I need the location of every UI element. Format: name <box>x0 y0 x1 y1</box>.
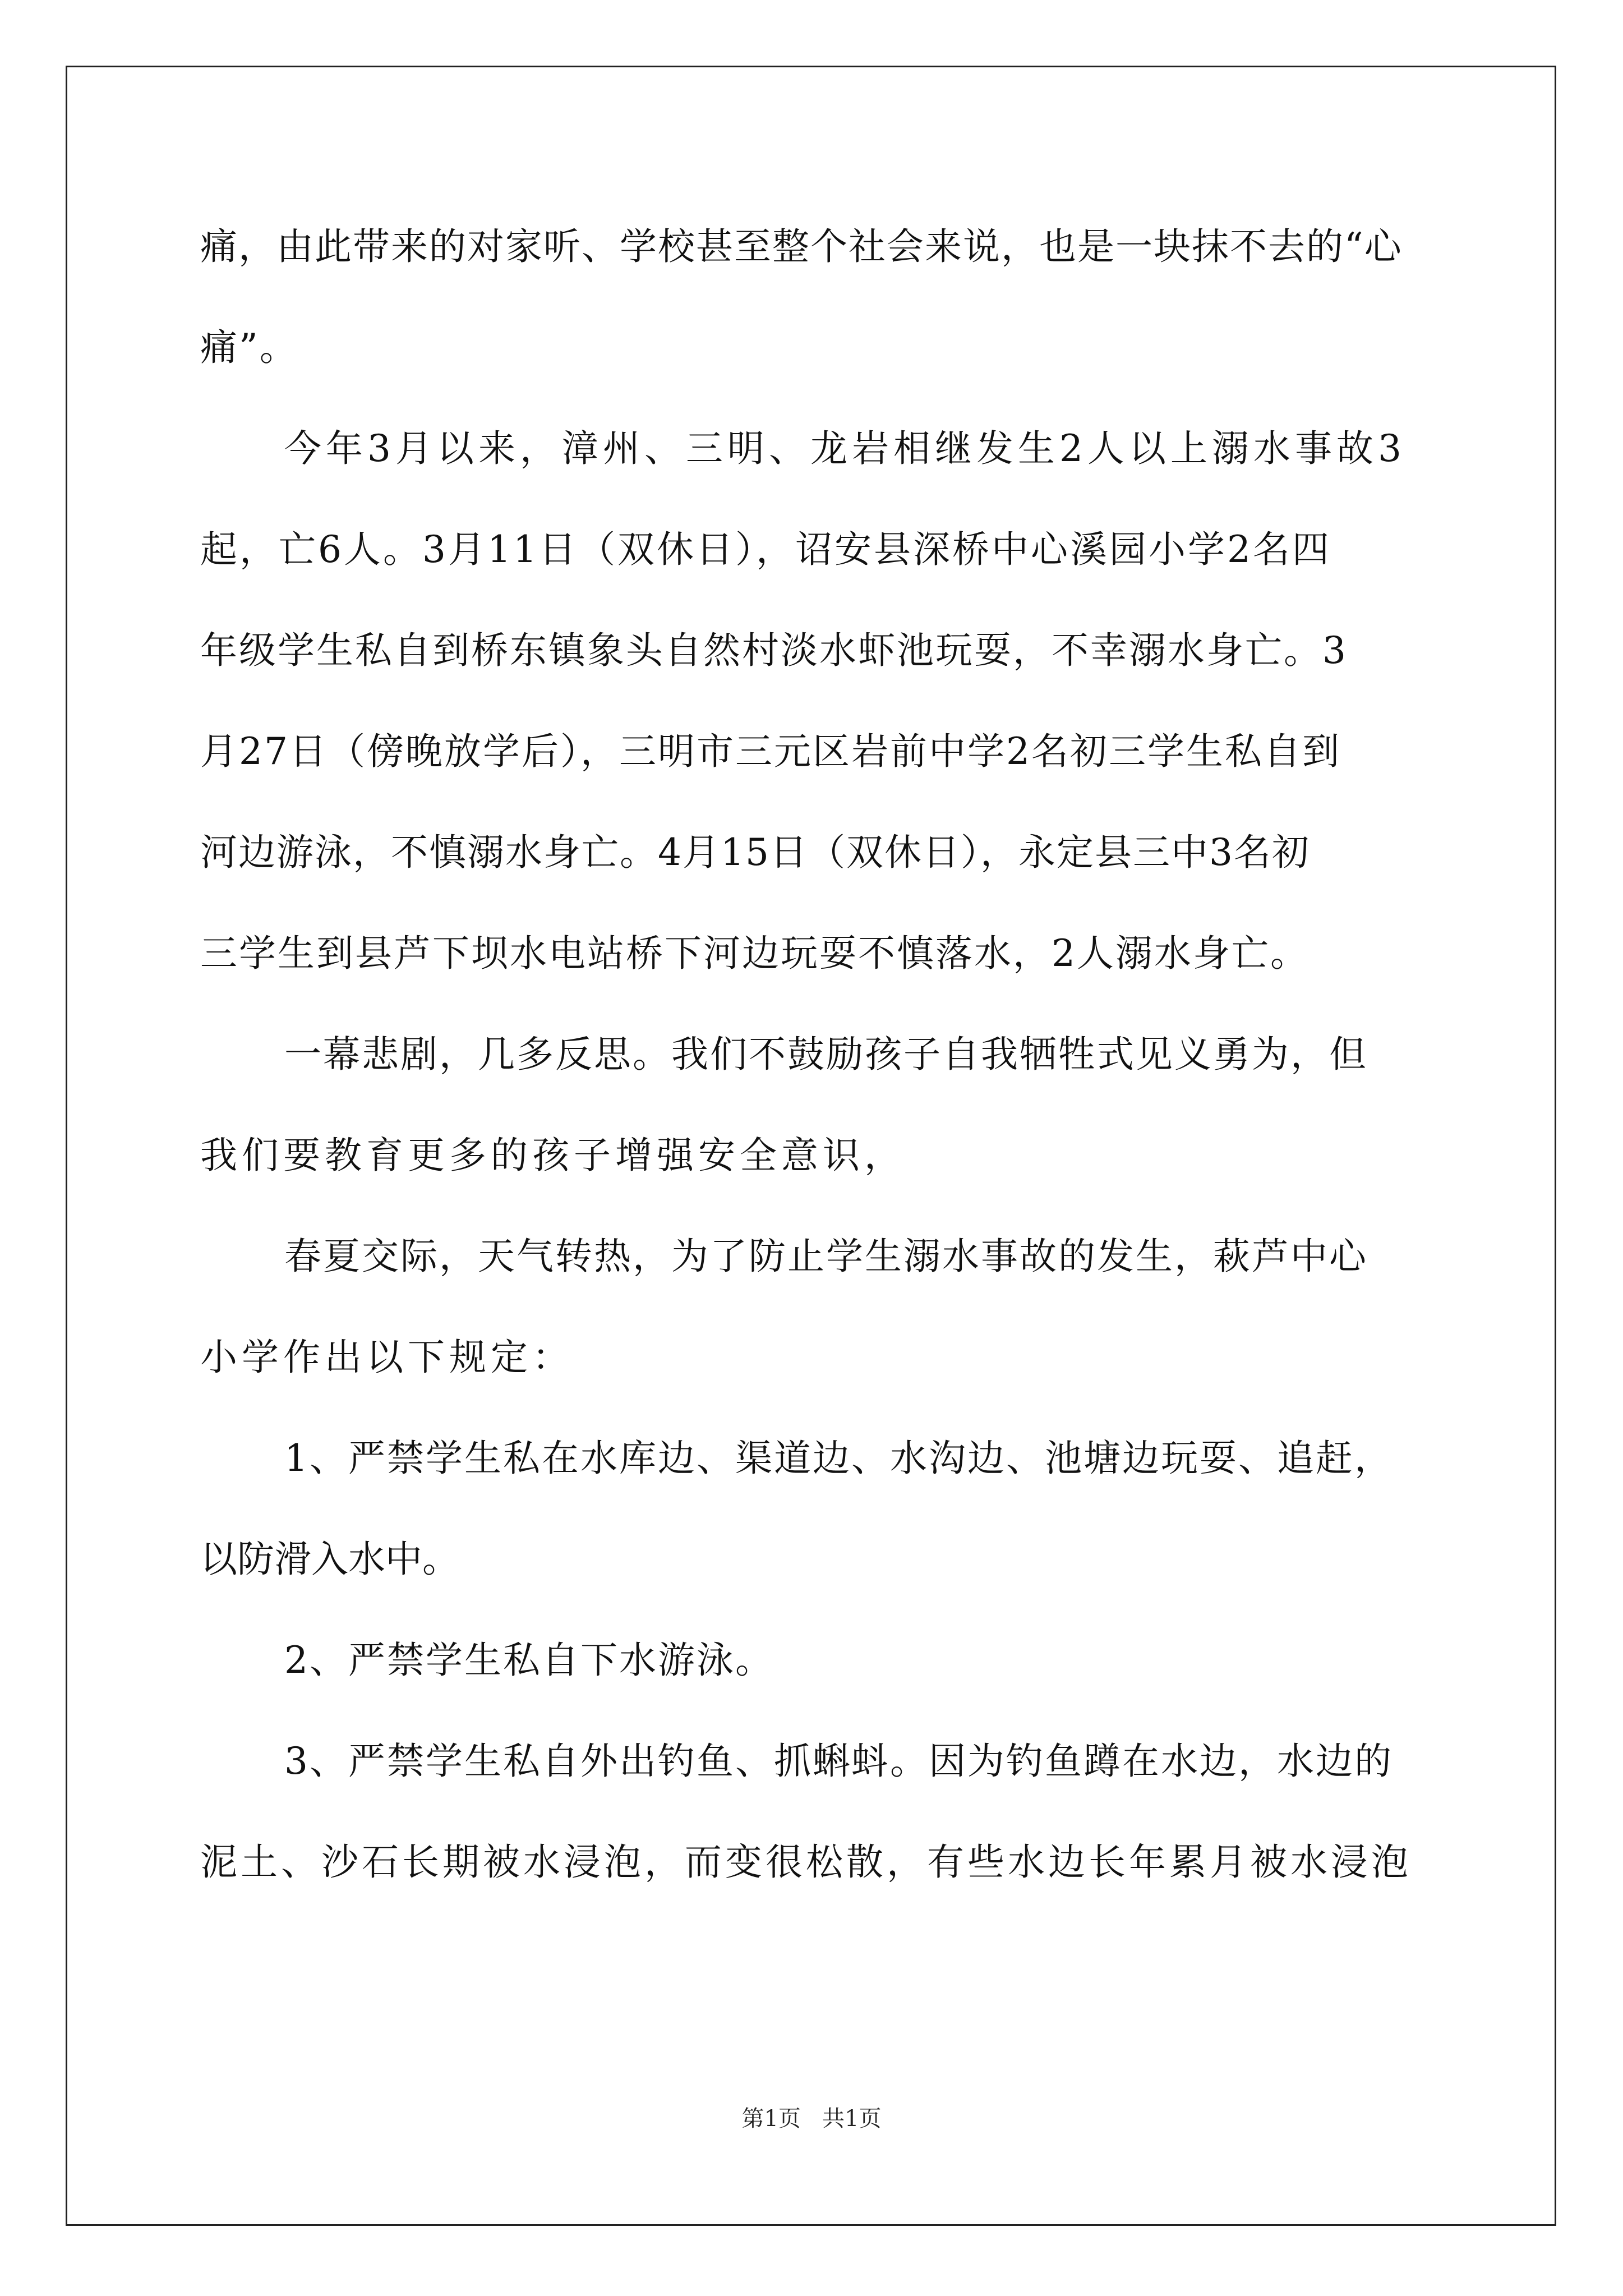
text-line: 年级学生私自到桥东镇象头自然村淡水虾池玩耍，不幸溺水身亡。3 <box>200 629 1348 672</box>
text-line: 我们要教育更多的孩子增强安全意识， <box>200 1134 906 1177</box>
text-line: 痛，由此带来的对家听、学校甚至整个社会来说，也是一块抹不去的“心 <box>200 225 1403 268</box>
document-body <box>200 216 1434 1932</box>
text-line: 以防滑入水中。 <box>200 1538 459 1581</box>
text-line: 小学作出以下规定： <box>200 1336 574 1379</box>
paragraph-start-line: 今年3月以来，漳州、三明、龙岩相继发生2人以上溺水事故3 <box>284 427 1406 470</box>
text-line: 起，亡6人。3月11日（双休日），诏安县深桥中心溪园小学2名四 <box>200 528 1331 571</box>
text-line: 月27日（傍晚放学后），三明市三元区岩前中学2名初三学生私自到 <box>200 730 1341 773</box>
paragraph-start-line: 春夏交际，天气转热，为了防止学生溺水事故的发生，萩芦中心 <box>284 1235 1368 1278</box>
page-footer: 第1页 共1页 <box>741 2106 882 2132</box>
text-line: 河边游泳，不慎溺水身亡。4月15日（双休日），永定县三中3名初 <box>200 831 1310 874</box>
list-item-line: 1、严禁学生私在水库边、渠道边、水沟边、池塘边玩耍、追赶， <box>284 1437 1393 1480</box>
text-line: 三学生到县芦下坝水电站桥下河边玩耍不慎落水，2人溺水身亡。 <box>200 932 1309 975</box>
list-item-line: 2、严禁学生私自下水游泳。 <box>284 1639 774 1682</box>
text-line: 痛”。 <box>200 326 298 369</box>
text-line: 泥土、沙石长期被水浸泡，而变很松散，有些水边长年累月被水浸泡 <box>200 1841 1412 1884</box>
paragraph-start-line: 一幕悲剧，几多反思。我们不鼓励孩子自我牺牲式见义勇为，但 <box>284 1033 1368 1076</box>
list-item-line: 3、严禁学生私自外出钓鱼、抓蝌蚪。因为钓鱼蹲在水边，水边的 <box>284 1740 1393 1783</box>
